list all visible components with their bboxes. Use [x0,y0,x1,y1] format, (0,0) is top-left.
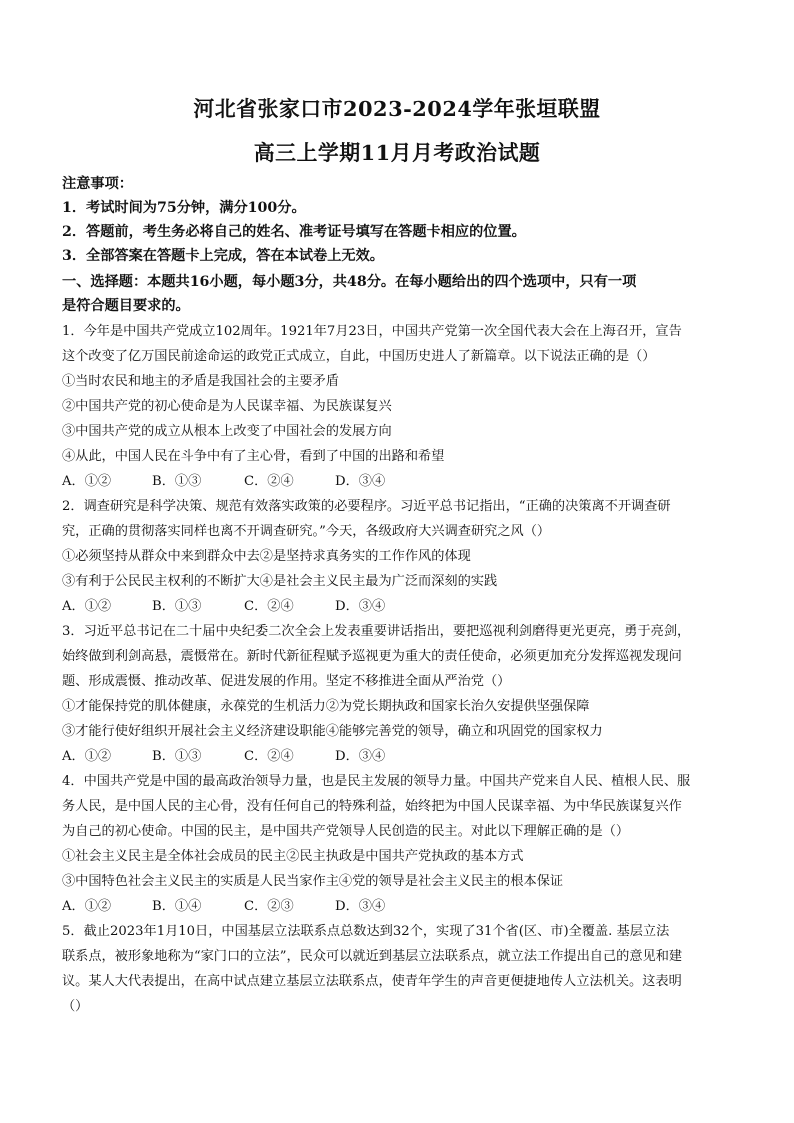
option-d: D．③④ [335,599,386,614]
exam-title-line2: 高三上学期11月月考政治试题 [253,140,541,165]
statement-item: ①必须坚持从群众中来到群众中去②是坚持求真务实的工作作风的体现 [62,549,471,564]
statement-item: ③中国共产党的成立从根本上改变了中国社会的发展方向 [62,424,392,439]
question-stem-line: 始终做到利剑高悬，震慑常在。新时代新征程赋予巡视更为重大的责任使命，必须更加充分发挥巡视发现问 [62,649,682,664]
option-b: B．①③ [152,749,202,764]
section-heading-line2: 是符合题目要求的。 [62,298,190,314]
question-stem-line: 为自己的初心使命。中国的民主，是中国共产党领导人民创造的民主。对此以下理解正确的是（） [62,824,630,839]
statement-item: ②中国共产党的初心使命是为人民谋幸福、为民族谋复兴 [62,399,392,414]
statement-item: ①社会主义民主是全体社会成员的民主②民主执政是中国共产党执政的基本方式 [62,849,524,864]
question-stem-line: 3．习近平总书记在二十届中央纪委二次全会上发表重要讲话指出，要把巡视利剑磨得更光更亮，勇于亮剑， [62,624,691,639]
question-stem-line: 1．今年是中国共产党成立102周年。1921年7月23日，中国共产党第一次全国代表大会在上海召开，宣告 [62,324,682,339]
statement-item: ③才能行使好组织开展社会主义经济建设职能④能够完善党的领导，确立和巩固党的国家权力 [62,724,603,739]
option-d: D．③④ [335,749,386,764]
option-d: D．③④ [335,474,386,489]
notice-heading: 注意事项： [62,176,133,192]
option-c: C．②④ [244,599,294,614]
question-stem-line: 4．中国共产党是中国的最高政治领导力量，也是民主发展的领导力量。中国共产党来自人民、植根人民、服 [62,774,691,789]
statement-item: ④从此，中国人民在斗争中有了主心骨，看到了中国的出路和希望 [62,449,445,464]
question-stem-line: 这个改变了亿万国民前途命运的政党正式成立，自此，中国历史进人了新篇章。以下说法正确的是（） [62,349,656,364]
notice-item: 2．答题前，考生务必将自己的姓名、准考证号填写在答题卡相应的位置。 [62,224,526,240]
option-a: A．①② [62,749,112,764]
statement-item: ③中国特色社会主义民主的实质是人民当家作主④党的领导是社会主义民主的根本保证 [62,874,564,889]
option-b: B．①③ [152,474,202,489]
option-a: A．①② [62,899,112,914]
statement-item: ①当时农民和地主的矛盾是我国社会的主要矛盾 [62,374,339,389]
question-stem-line: 议。某人大代表提出，在高中试点建立基层立法联系点，使青年学生的声音更便捷地传人立法机关。这表明 [62,974,682,989]
question-stem-line: 2．调查研究是科学决策、规范有效落实政策的必要程序。习近平总书记指出，“正确的决策离不开调查研 [62,499,671,514]
option-c: C．②④ [244,474,294,489]
section-heading-line1: 一、选择题：本题共16小题，每小题3分，共48分。在每小题给出的四个选项中，只有一项 [62,274,637,290]
question-stem-line: 5．截止2023年1月10日，中国基层立法联系点总数达到32个，实现了31个省(区、市)全覆盖. 基层立法 [62,924,670,939]
notice-item: 3．全部答案在答题卡上完成，答在本试卷上无效。 [62,248,384,264]
question-stem-line: （） [62,999,89,1014]
question-stem-line: 究，正确的贯彻落实同样也离不开调查研究。”今天，各级政府大兴调查研究之风（） [62,524,551,539]
notice-item: 1．考试时间为75分钟，满分100分。 [62,200,306,216]
option-c: C．②④ [244,749,294,764]
statement-item: ①才能保持党的肌体健康，永葆党的生机活力②为党长期执政和国家长治久安提供坚强保障 [62,699,590,714]
option-b: B．①④ [152,899,202,914]
option-a: A．①② [62,474,112,489]
statement-item: ③有利于公民民主权利的不断扩大④是社会主义民主最为广泛而深刻的实践 [62,574,498,589]
exam-title-line1: 河北省张家口市2023-2024学年张垣联盟 [193,96,601,121]
question-stem-line: 联系点，被形象地称为“家门口的立法”，民众可以就近到基层立法联系点，就立法工作提出自己的意见和建 [62,949,683,964]
option-d: D．③④ [335,899,386,914]
option-a: A．①② [62,599,112,614]
question-stem-line: 题、形成震慑、推动改革、促进发展的作用。坚定不移推进全面从严治党（） [62,674,511,689]
question-stem-line: 务人民，是中国人民的主心骨，没有任何自己的特殊利益，始终把为中国人民谋幸福、为中华民族谋复兴作 [62,799,682,814]
option-b: B．①③ [152,599,202,614]
option-c: C．②③ [244,899,294,914]
